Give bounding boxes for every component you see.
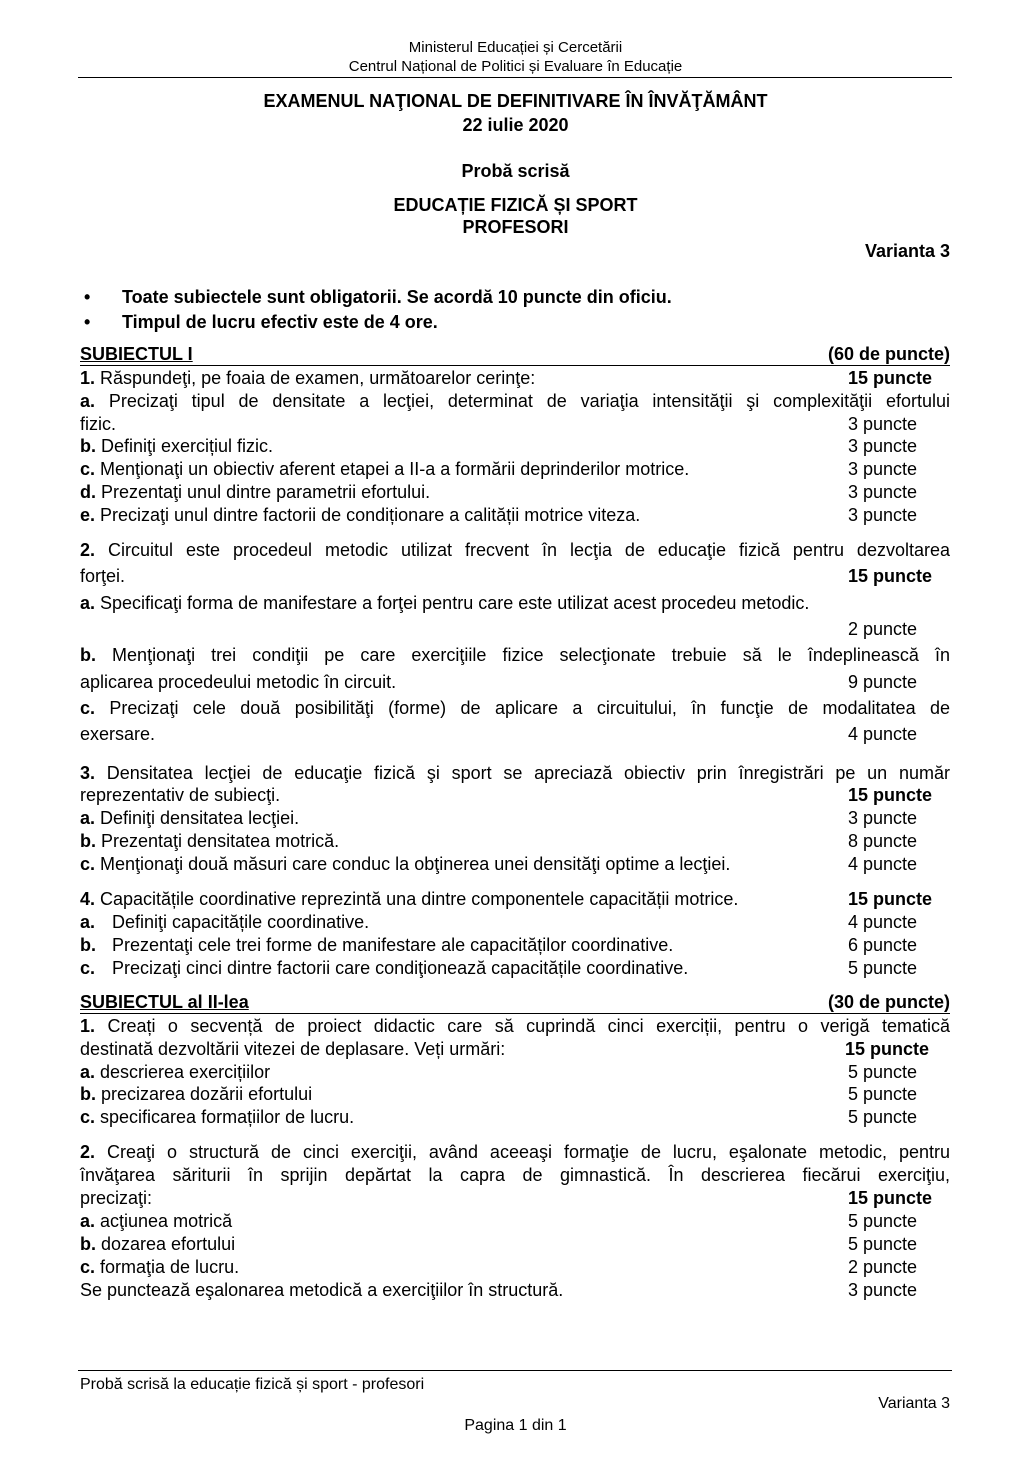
s2-q1-points: 15 puncte bbox=[845, 1039, 930, 1059]
s1-q4-a-points: 4 puncte bbox=[848, 912, 918, 932]
s2-q2-points: 15 puncte bbox=[848, 1188, 933, 1208]
s2-q2-c-points: 2 puncte bbox=[848, 1257, 918, 1277]
s1-q3-b-points: 8 puncte bbox=[848, 831, 918, 851]
s1-q4-a: a. Definiţi capacitățile coordinative. bbox=[80, 912, 370, 932]
s1-q1-e: e. Precizaţi unul dintre factorii de condiționare a calității motrice viteza. bbox=[80, 505, 641, 525]
s1-q1-e-points: 3 puncte bbox=[848, 505, 918, 525]
section-2-header bbox=[80, 991, 950, 1013]
s1-q1-c-points: 3 puncte bbox=[848, 459, 918, 479]
s2-q2-prompt-cont: învăţarea săriturii în sprijin depărtat la capra de gimnastică. În descrierea fiecărui exerciţiu, bbox=[80, 1165, 950, 1185]
s2-q2-scoring-note: Se punctează eşalonarea metodică a exerciţiilor în structură. bbox=[80, 1280, 564, 1300]
s1-q3-points: 15 puncte bbox=[848, 785, 933, 805]
s1-q4-b-points: 6 puncte bbox=[848, 935, 918, 955]
exam-title: EXAMENUL NAŢIONAL DE DEFINITIVARE ÎN ÎNVĂŢĂMÂNT bbox=[263, 91, 768, 111]
s2-q2-a: a. acţiunea motrică bbox=[80, 1211, 233, 1231]
center-name: Centrul Național de Politici și Evaluare în Educație bbox=[348, 58, 683, 75]
section-2-rule bbox=[80, 1013, 950, 1014]
s2-q2-d-points: 3 puncte bbox=[848, 1280, 918, 1300]
s1-q2-b-points: 9 puncte bbox=[848, 672, 918, 692]
s1-q2-a-points: 2 puncte bbox=[848, 619, 918, 639]
footer-rule bbox=[78, 1370, 952, 1371]
s1-q1-b: b. Definiţi exercițiul fizic. bbox=[80, 436, 274, 456]
s1-q3-prompt: 3. Densitatea lecţiei de educaţie fizică şi sport se apreciază obiectiv prin înregistrări pe un număr bbox=[80, 763, 950, 783]
header-rule bbox=[78, 77, 952, 78]
s1-q1-a-points: 3 puncte bbox=[848, 414, 918, 434]
s2-q2-b-points: 5 puncte bbox=[848, 1234, 918, 1254]
exam-date: 22 iulie 2020 bbox=[462, 115, 569, 135]
variant-label: Varianta 3 bbox=[864, 241, 950, 261]
s2-q1-c: c. specificarea formațiilor de lucru. bbox=[80, 1107, 355, 1127]
s1-q2-b-cont: aplicarea procedeului metodic în circuit. bbox=[80, 672, 397, 692]
s1-q3-c-points: 4 puncte bbox=[848, 854, 918, 874]
s1-q4-c-points: 5 puncte bbox=[848, 958, 918, 978]
s2-q2-prompt-cont2: precizaţi: bbox=[80, 1188, 153, 1208]
bullet-icon: • bbox=[84, 287, 91, 307]
s2-q1-prompt-cont: destinată dezvoltării vitezei de deplasare. Veți urmări: bbox=[80, 1039, 506, 1059]
section-2-title: SUBIECTUL al II-lea bbox=[80, 992, 249, 1012]
bullet-icon: • bbox=[84, 312, 91, 332]
s1-q4-points: 15 puncte bbox=[848, 889, 933, 909]
s1-q1-a-cont: fizic. bbox=[80, 414, 116, 434]
section-2-points: (30 de puncte) bbox=[827, 992, 950, 1012]
s2-q1-b: b. precizarea dozării efortului bbox=[80, 1084, 313, 1104]
s1-q2-c-cont: exersare. bbox=[80, 724, 156, 744]
section-1-title: SUBIECTUL I bbox=[80, 344, 193, 364]
s1-q1-prompt: 1. Răspundeţi, pe foaia de examen, următoarelor cerinţe: bbox=[80, 368, 536, 388]
s2-q1-a: a. descrierea exercițiilor bbox=[80, 1062, 271, 1082]
s1-q2-c: c. Precizaţi cele două posibilităţi (forme) de aplicare a circuitului, în funcţie de modalitatea de bbox=[80, 698, 950, 718]
exam-subject: EDUCAȚIE FIZICĂ ȘI SPORT bbox=[393, 195, 638, 215]
proba-label: Probă scrisă bbox=[461, 161, 570, 181]
s2-q1-a-points: 5 puncte bbox=[848, 1062, 918, 1082]
s1-q4-b: b. Prezentaţi cele trei forme de manifestare ale capacităților coordinative. bbox=[80, 935, 674, 955]
s1-q2-a: a. Specificaţi forma de manifestare a forţei pentru care este utilizat acest procedeu metodic. bbox=[80, 593, 810, 613]
s1-q3-b: b. Prezentaţi densitatea motrică. bbox=[80, 831, 340, 851]
s1-q4-c: c. Precizaţi cinci dintre factorii care condiţionează capacitățile coordinative. bbox=[80, 958, 689, 978]
page-number: Pagina 1 din 1 bbox=[464, 1417, 567, 1434]
s1-q2-prompt-cont: forţei. bbox=[80, 566, 126, 586]
s1-q2-b: b. Menţionaţi trei condiţii pe care exerciţiile fizice selecţionate trebuie să le îndeplinească în bbox=[80, 645, 950, 665]
s2-q2-prompt: 2. Creaţi o structură de cinci exerciţii, având aceeaşi formaţie de lucru, eşalonate metodic, pentru bbox=[80, 1142, 950, 1162]
s2-q1-b-points: 5 puncte bbox=[848, 1084, 918, 1104]
s2-q2-c: c. formaţia de lucru. bbox=[80, 1257, 240, 1277]
s1-q1-a: a. Precizaţi tipul de densitate a lecţiei, determinat de variaţia intensităţii şi complexităţii efortului bbox=[80, 391, 950, 411]
exam-audience: PROFESORI bbox=[462, 217, 569, 237]
footer-variant: Varianta 3 bbox=[878, 1395, 950, 1412]
instruction-text: Timpul de lucru efectiv este de 4 ore. bbox=[122, 312, 438, 332]
instruction-text: Toate subiectele sunt obligatorii. Se acordă 10 puncte din oficiu. bbox=[122, 287, 672, 307]
section-1-points: (60 de puncte) bbox=[827, 344, 950, 364]
s1-q1-d-points: 3 puncte bbox=[848, 482, 918, 502]
s1-q2-points: 15 puncte bbox=[848, 566, 933, 586]
section-1-header bbox=[80, 343, 950, 365]
s2-q2-b: b. dozarea efortului bbox=[80, 1234, 236, 1254]
s1-q3-c: c. Menţionaţi două măsuri care conduc la obţinerea unei densităţi optime a lecţiei. bbox=[80, 854, 731, 874]
s1-q3-a: a. Definiţi densitatea lecţiei. bbox=[80, 808, 300, 828]
s1-q2-c-points: 4 puncte bbox=[848, 724, 918, 744]
s2-q1-prompt: 1. Creați o secvență de proiect didactic care să cuprindă cinci exerciții, pentru o verigă tematică bbox=[80, 1016, 950, 1036]
ministry-name: Ministerul Educației și Cercetării bbox=[408, 39, 623, 56]
s1-q4-prompt: 4. Capacitățile coordinative reprezintă una dintre componentele capacității motrice. bbox=[80, 889, 739, 909]
s1-q1-b-points: 3 puncte bbox=[848, 436, 918, 456]
s2-q1-c-points: 5 puncte bbox=[848, 1107, 918, 1127]
s1-q1-points: 15 puncte bbox=[848, 368, 933, 388]
s1-q1-d: d. Prezentaţi unul dintre parametrii efortului. bbox=[80, 482, 431, 502]
s1-q2-prompt: 2. Circuitul este procedeul metodic utilizat frecvent în lecţia de educaţie fizică pentru dezvoltarea bbox=[80, 540, 950, 560]
s1-q3-a-points: 3 puncte bbox=[848, 808, 918, 828]
s1-q1-c: c. Menţionaţi un obiectiv aferent etapei a II-a a formării deprinderilor motrice. bbox=[80, 459, 690, 479]
s1-q3-prompt-cont: reprezentativ de subiecţi. bbox=[80, 785, 281, 805]
section-1-rule bbox=[80, 365, 950, 366]
s2-q2-a-points: 5 puncte bbox=[848, 1211, 918, 1231]
footer-exam-name: Probă scrisă la educație fizică și sport - profesori bbox=[80, 1376, 425, 1393]
